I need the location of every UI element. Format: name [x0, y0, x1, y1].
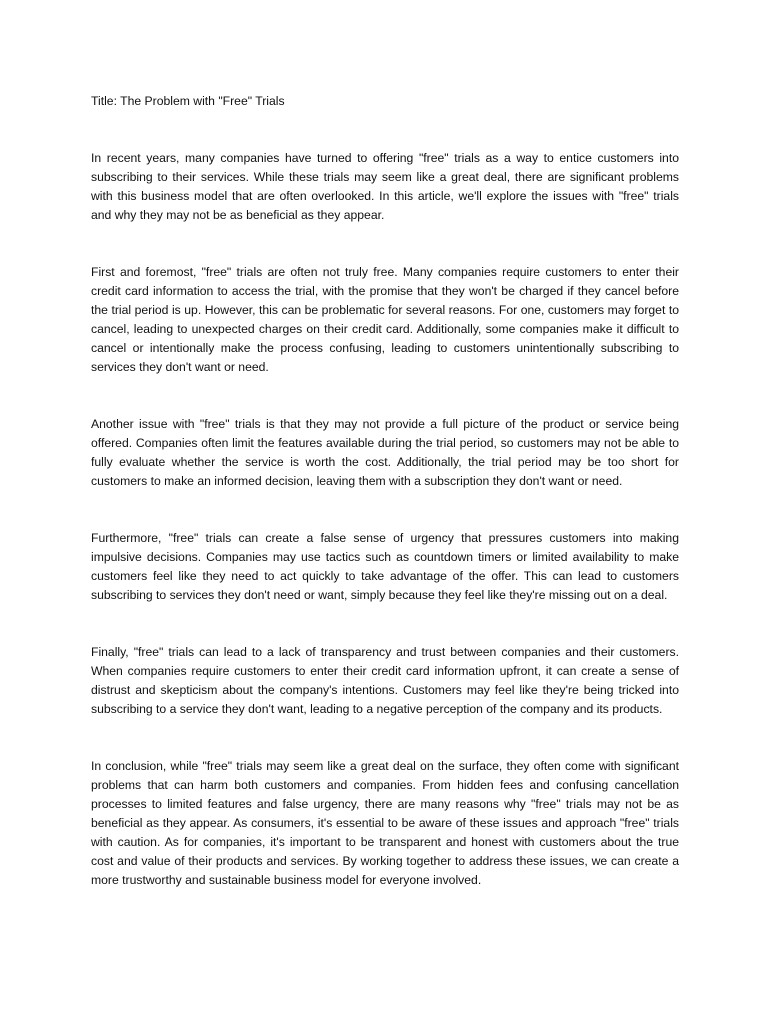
document-title: Title: The Problem with "Free" Trials: [91, 94, 285, 108]
paragraph-false-urgency: Furthermore, "free" trials can create a false sense of urgency that pressures customers into making impulsive decisions. Companies may use tactics such as countdown timers or limited availability to make customers feel like they need to act quickly to take advantage of the offer. This can lead to customers subscribing to services they don't need or want, simply because they feel like they're missing out on a deal.: [91, 531, 679, 602]
paragraph-not-truly-free: First and foremost, "free" trials are often not truly free. Many companies require customers to enter their credit card information to access the trial, with the promise that they won't be charged if they cancel before the trial period is up. However, this can be problematic for several reasons. For one, customers may forget to cancel, leading to unexpected charges on their credit card. Additionally, some companies make it difficult to cancel or intentionally make the process confusing, leading to customers unintentionally subscribing to services they don't want or need.: [91, 265, 679, 374]
paragraph-conclusion: In conclusion, while "free" trials may seem like a great deal on the surface, they often come with significant problems that can harm both customers and companies. From hidden fees and confusing cancellation processes to limited features and false urgency, there are many reasons why "free" trials may not be as beneficial as they appear. As consumers, it's essential to be aware of these issues and approach "free" trials with caution. As for companies, it's important to be transparent and honest with customers about the true cost and value of their products and services. By working together to address these issues, we can create a more trustworthy and sustainable business model for everyone involved.: [91, 759, 679, 887]
document-body: [91, 92, 679, 890]
paragraph-lack-of-trust: Finally, "free" trials can lead to a lack of transparency and trust between companies and their customers. When companies require customers to enter their credit card information upfront, it can create a sense of distrust and skepticism about the company's intentions. Customers may feel like they're being tricked into subscribing to a service they don't want, leading to a negative perception of the company and its products.: [91, 645, 679, 716]
paragraph-limited-picture: Another issue with "free" trials is that they may not provide a full picture of the product or service being offered. Companies often limit the features available during the trial period, so customers may not be able to fully evaluate whether the service is worth the cost. Additionally, the trial period may be too short for customers to make an informed decision, leaving them with a subscription they don't want or need.: [91, 417, 679, 488]
paragraph-intro: In recent years, many companies have turned to offering "free" trials as a way to entice customers into subscribing to their services. While these trials may seem like a great deal, there are significant problems with this business model that are often overlooked. In this article, we'll explore the issues with "free" trials and why they may not be as beneficial as they appear.: [91, 151, 679, 222]
